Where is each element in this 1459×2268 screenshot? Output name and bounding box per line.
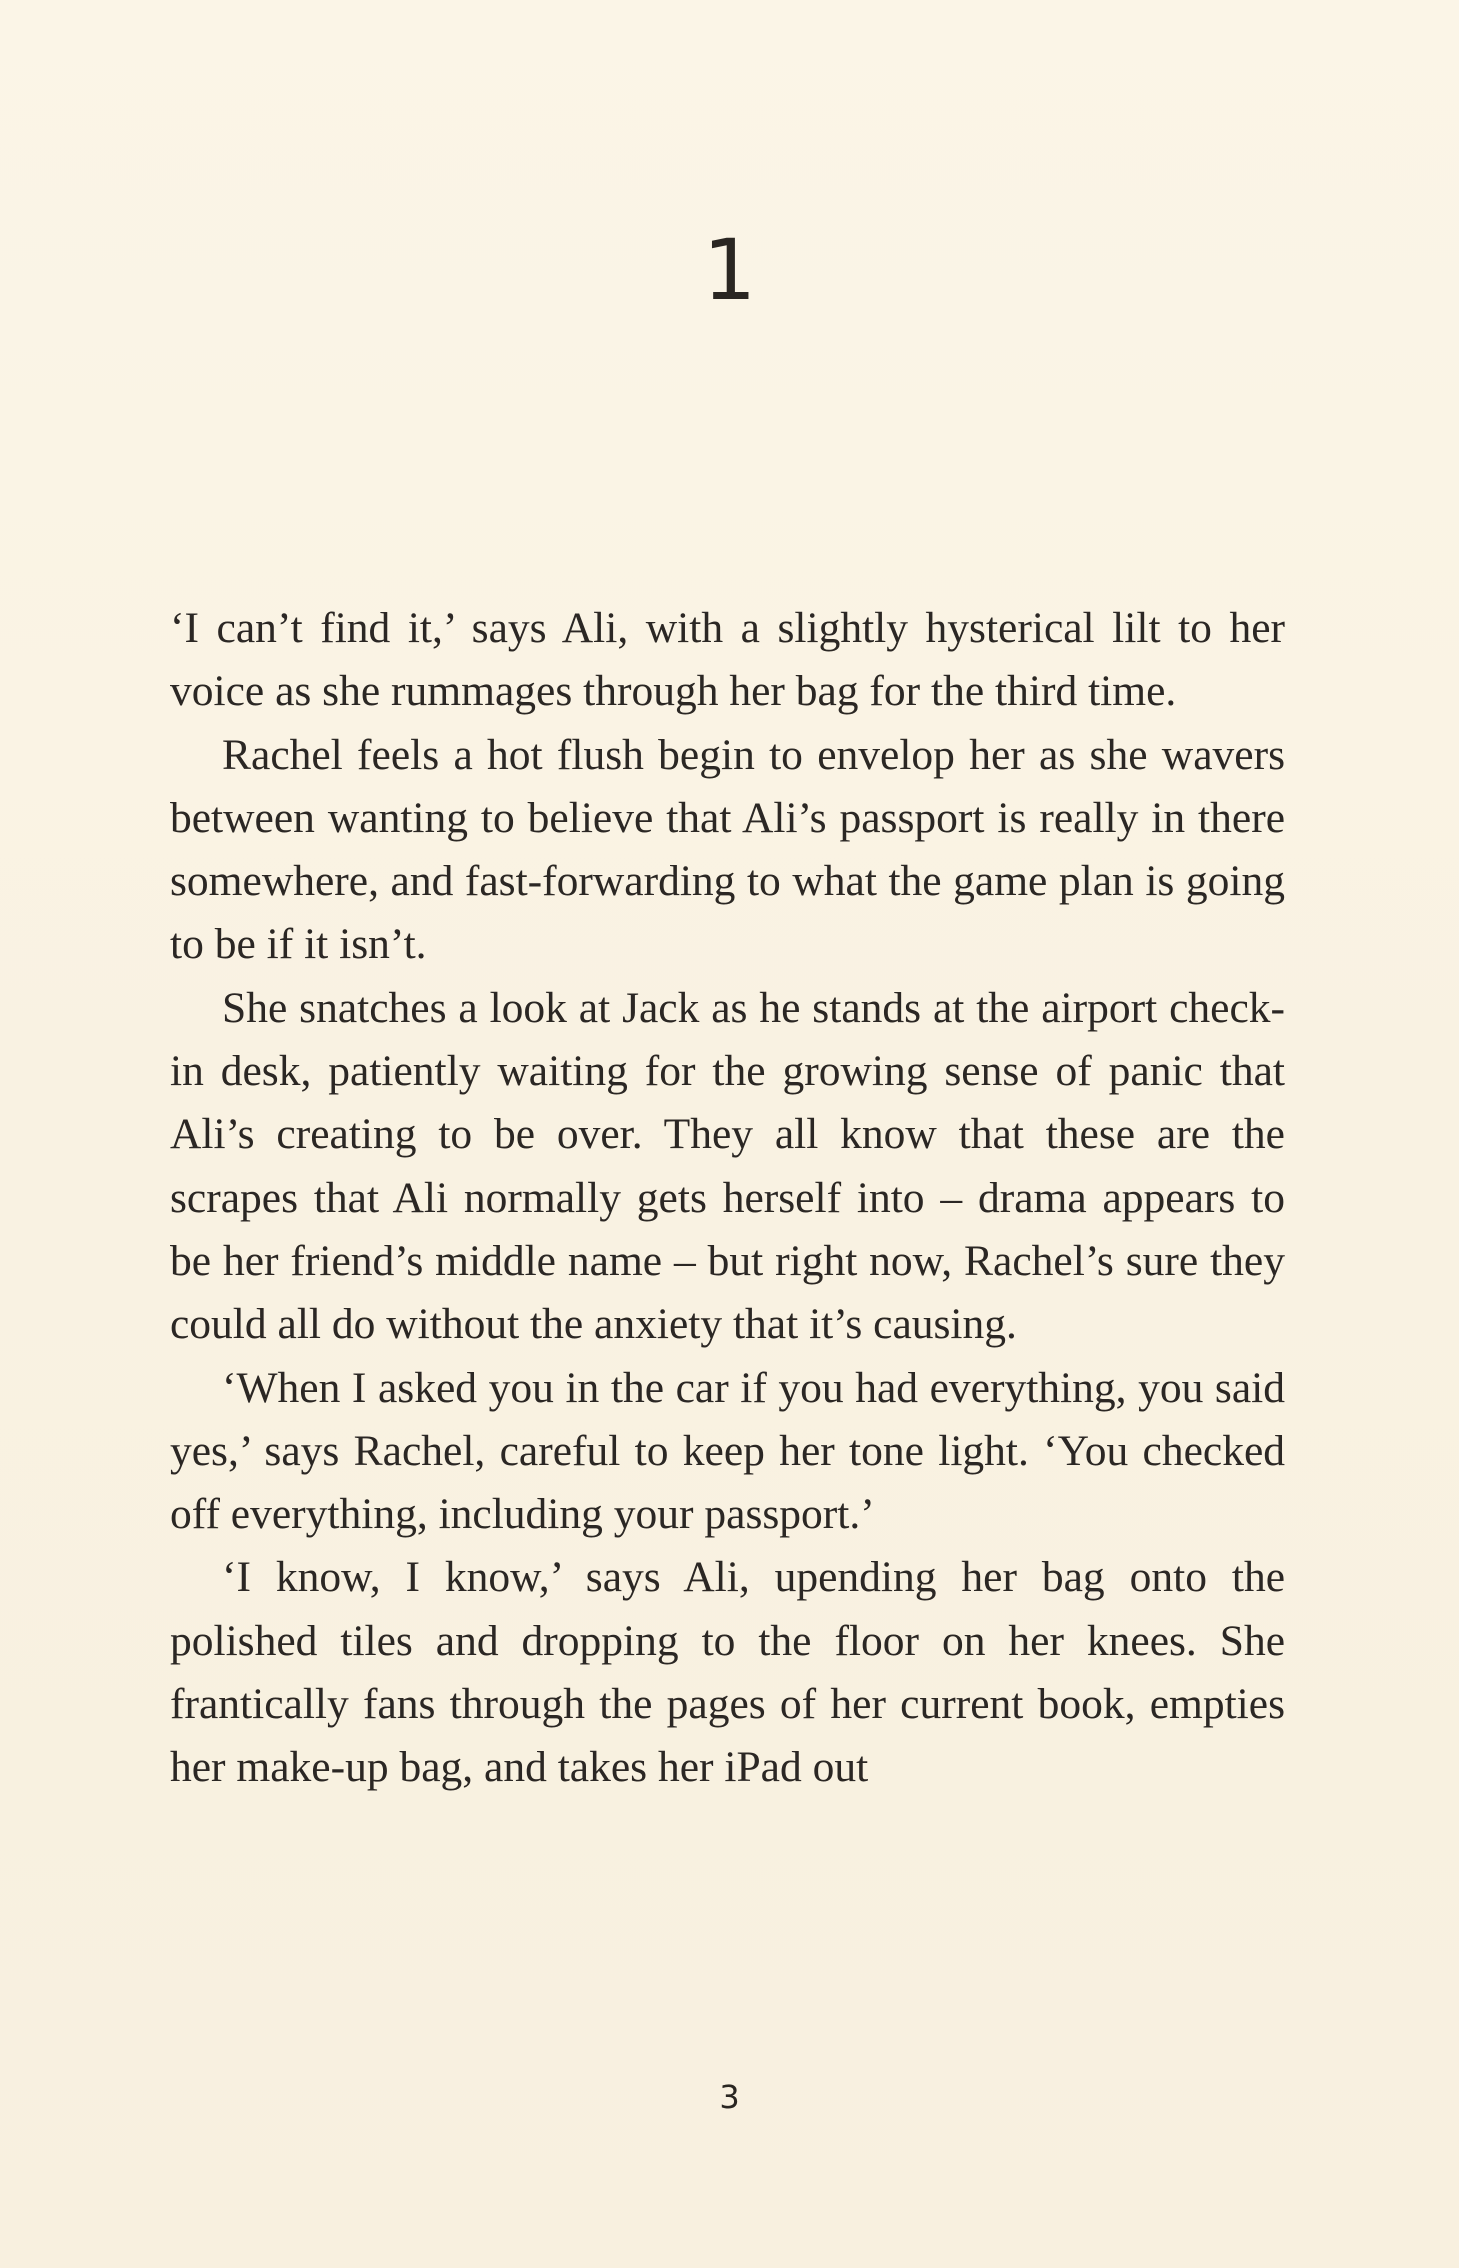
chapter-number: 1	[702, 221, 757, 319]
body-text	[170, 597, 1285, 1800]
paragraph: ‘I know, I know,’ says Ali, upending her bag onto the polished tiles and dropping to the floor on her knees. She frantically fans through the pages of her current book, empties her make-up bag, and takes her iPad out	[170, 1553, 1285, 1792]
paragraph: Rachel feels a hot flush begin to envelop her as she wavers between wanting to believe that Ali’s passport is really in there somewhere, and fast-forwarding to what the game plan is going to be if it isn’t.	[170, 730, 1285, 969]
paragraph: ‘I can’t find it,’ says Ali, with a slightly hysterical lilt to her voice as she rummages through her bag for the third time.	[170, 604, 1285, 716]
page-number: 3	[719, 2078, 740, 2116]
paragraph: She snatches a look at Jack as he stands at the airport check-in desk, patiently waiting for the growing sense of panic that Ali’s creating to be over. They all know that these are the scrapes that Ali normally gets herself into – drama appears to be her friend’s middle name – but right now, Rachel’s sure they could all do without the anxiety that it’s causing.	[170, 983, 1285, 1349]
paragraph: ‘When I asked you in the car if you had everything, you said yes,’ says Rachel, careful to keep her tone light. ‘You checked off everything, including your passport.’	[170, 1363, 1285, 1539]
